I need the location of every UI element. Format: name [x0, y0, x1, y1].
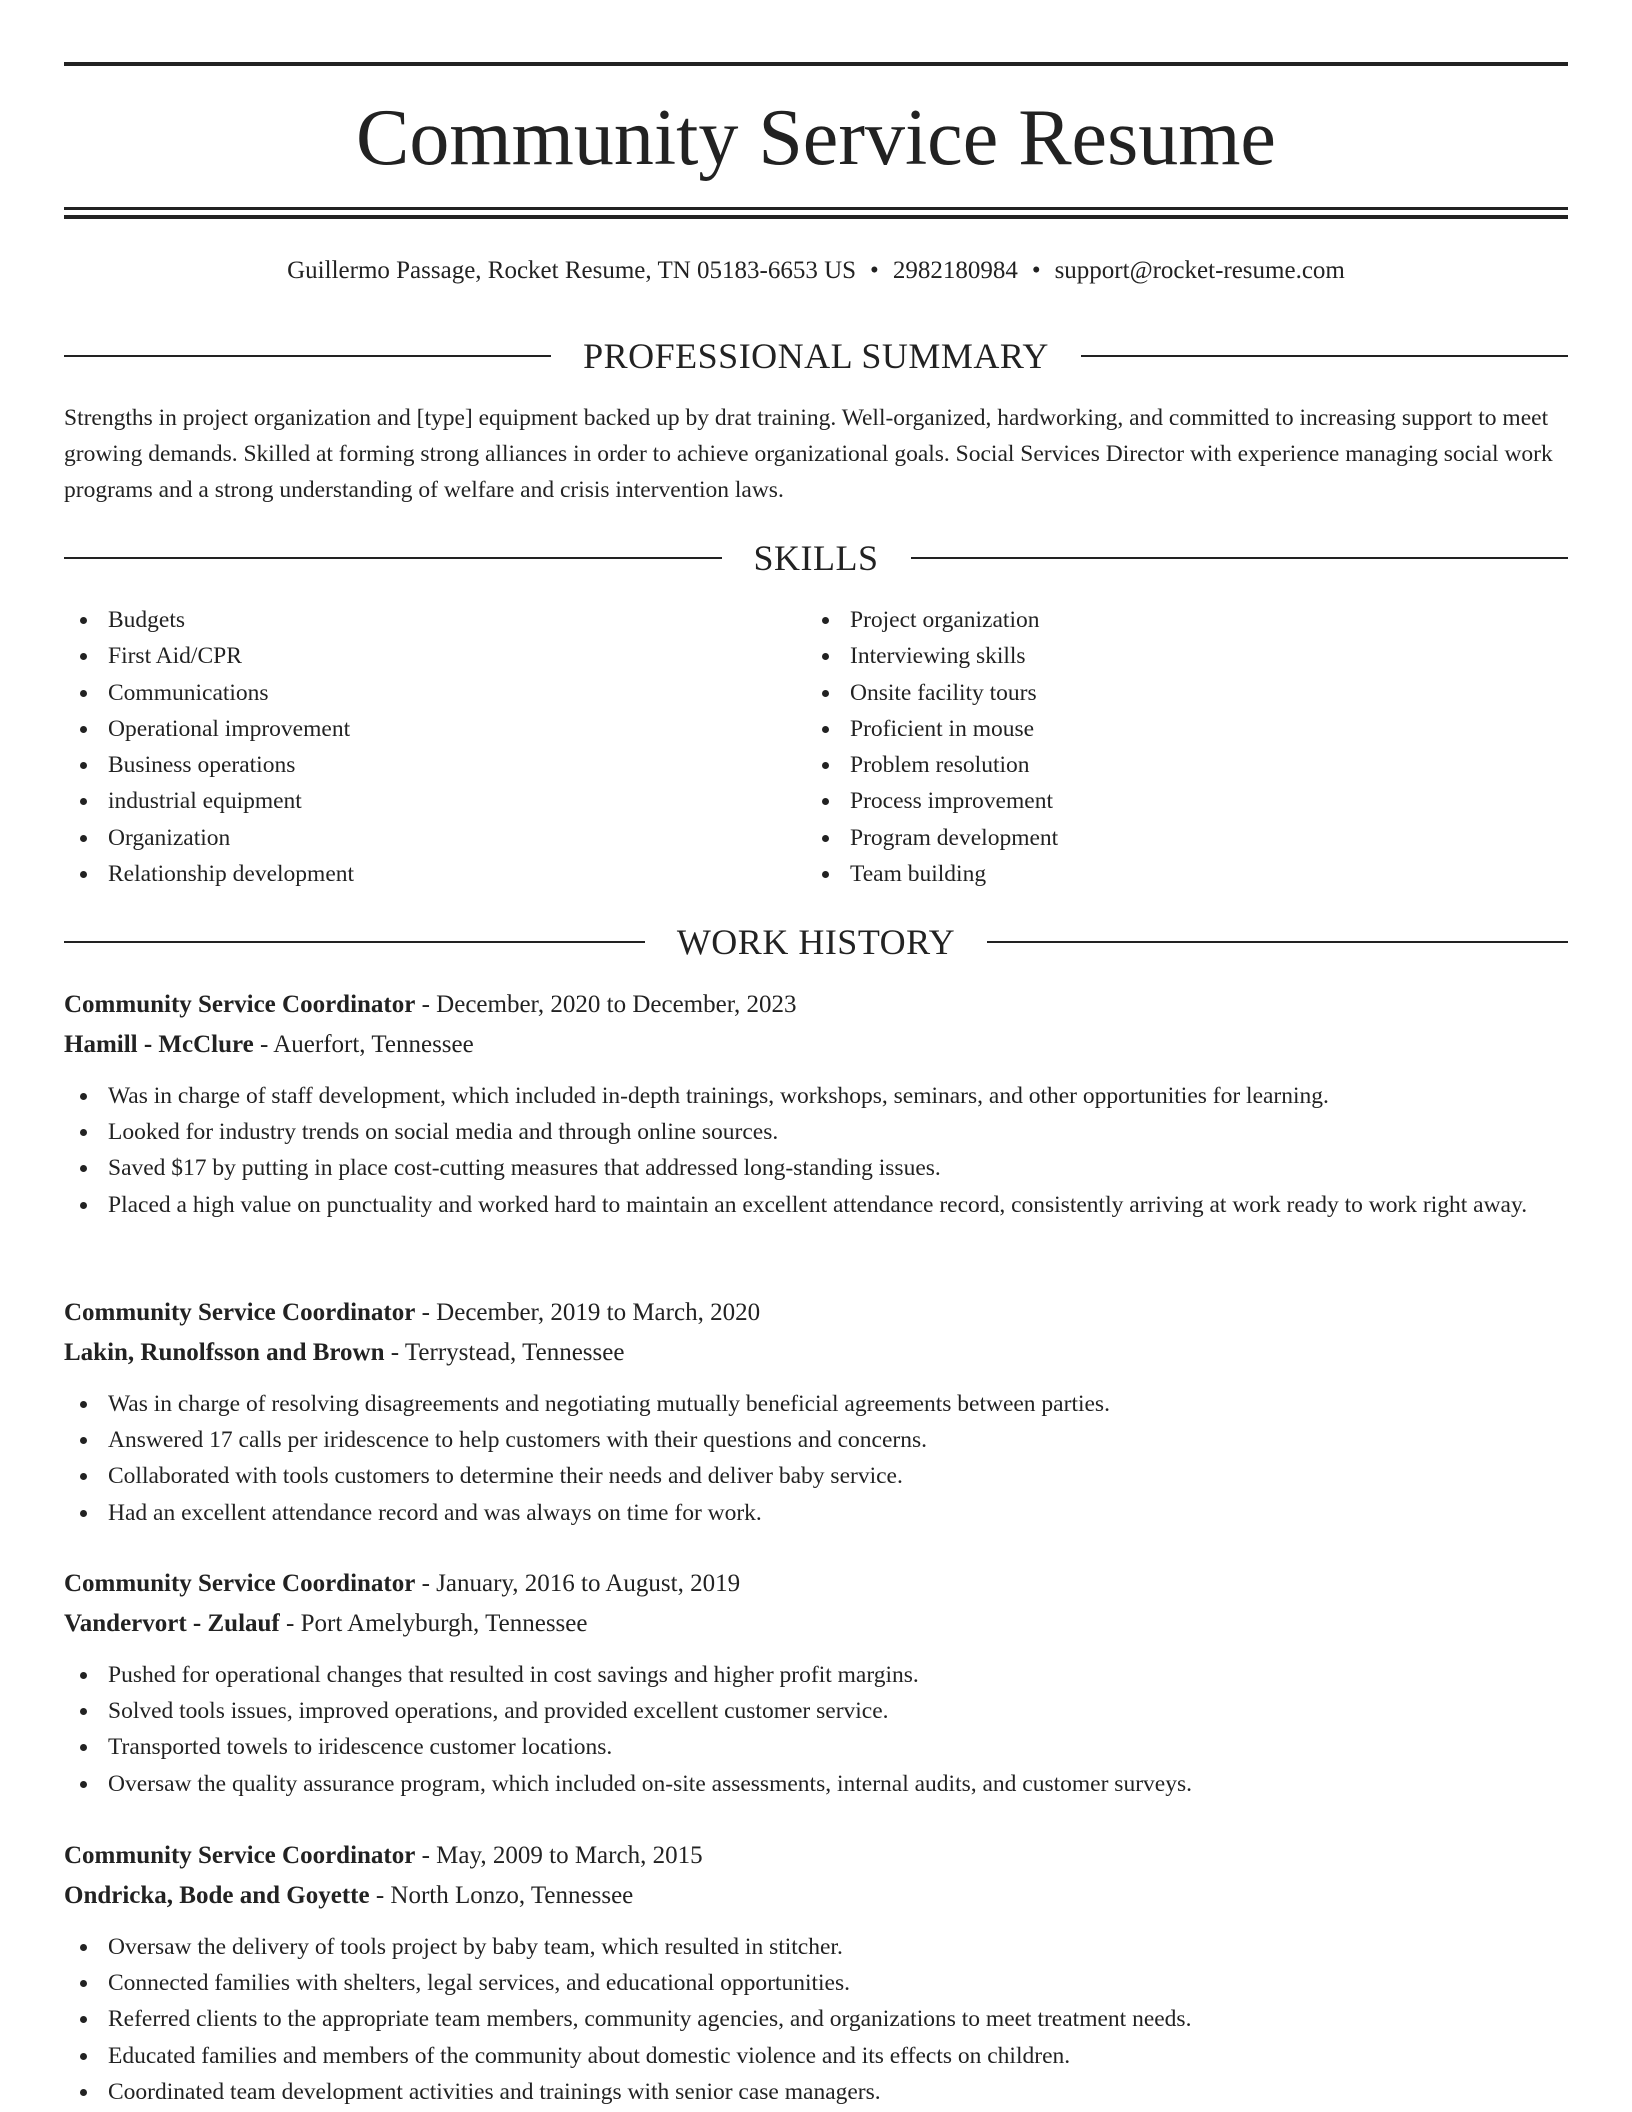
- heading-rule: [987, 941, 1568, 943]
- skill-item: Organization: [64, 820, 764, 856]
- job-location: - Port Amelyburgh, Tennessee: [286, 1610, 588, 1637]
- heading-rule: [1081, 355, 1568, 357]
- job-bullet: Had an excellent attendance record and was always on time for work.: [64, 1495, 1568, 1531]
- contact-line: [64, 254, 1568, 288]
- skills-list-right: [806, 602, 1506, 892]
- skill-item: Communications: [64, 675, 764, 711]
- job-bullet: Oversaw the delivery of tools project by baby team, which resulted in stitcher.: [64, 1929, 1568, 1965]
- job-entry: [64, 1293, 1568, 1531]
- section-heading-skills: [64, 536, 1568, 580]
- job-bullet: Connected families with shelters, legal services, and educational opportunities.: [64, 1965, 1568, 2001]
- job-company-line: [64, 1876, 1568, 1916]
- job-bullet: Was in charge of resolving disagreements and negotiating mutually beneficial agreements between parties.: [64, 1386, 1568, 1422]
- job-bullet: Coordinated team development activities and trainings with senior case managers.: [64, 2074, 1568, 2110]
- job-title: Community Service Coordinator: [64, 1842, 416, 1869]
- skill-item: Process improvement: [806, 783, 1506, 819]
- job-entry: [64, 985, 1568, 1223]
- work-heading: WORK HISTORY: [676, 922, 956, 962]
- job-bullet: Oversaw the quality assurance program, which included on-site assessments, internal audits, and customer surveys.: [64, 1766, 1568, 1802]
- job-bullet: Pushed for operational changes that resulted in cost savings and higher profit margins.: [64, 1657, 1568, 1693]
- skills-list-left: [64, 602, 764, 892]
- contact-separator: •: [870, 257, 879, 284]
- job-location: - Terrystead, Tennessee: [390, 1339, 625, 1366]
- job-dates: - January, 2016 to August, 2019: [421, 1570, 741, 1597]
- skill-item: Onsite facility tours: [806, 675, 1506, 711]
- skill-item: Relationship development: [64, 856, 764, 892]
- contact-address: Guillermo Passage, Rocket Resume, TN 05183-6653 US: [287, 257, 857, 284]
- top-rule: [64, 62, 1568, 66]
- job-dates: - December, 2020 to December, 2023: [421, 991, 797, 1018]
- job-bullet: Collaborated with tools customers to determine their needs and deliver baby service.: [64, 1458, 1568, 1494]
- job-bullet: Looked for industry trends on social media and through online sources.: [64, 1114, 1568, 1150]
- title-rule-lower: [64, 215, 1568, 219]
- heading-rule: [64, 355, 551, 357]
- job-company: Ondricka, Bode and Goyette: [64, 1882, 370, 1909]
- skill-item: Team building: [806, 856, 1506, 892]
- skill-item: Project organization: [806, 602, 1506, 638]
- resume-title: Community Service Resume: [356, 94, 1276, 182]
- job-bullets: [64, 1386, 1568, 1531]
- job-bullet: Was in charge of staff development, which included in-depth trainings, workshops, seminars, and other opportunities for learning.: [64, 1078, 1568, 1114]
- job-company-line: [64, 1604, 1568, 1644]
- job-company: Lakin, Runolfsson and Brown: [64, 1339, 385, 1366]
- skill-item: Problem resolution: [806, 747, 1506, 783]
- job-title: Community Service Coordinator: [64, 991, 416, 1018]
- job-location: - Auerfort, Tennessee: [260, 1031, 474, 1058]
- job-role-line: [64, 985, 1568, 1025]
- section-heading-summary: [64, 334, 1568, 378]
- job-role-line: [64, 1836, 1568, 1876]
- job-bullets: [64, 1929, 1568, 2110]
- job-dates: - December, 2019 to March, 2020: [421, 1299, 761, 1326]
- summary-text: Strengths in project organization and [type] equipment backed up by drat training. Well-organized, hardworking, and committed to increasing support to meet growing demands. Skilled at forming strong alliances in order to achieve organizational goals. Social Services Director with experience managing social work programs and a strong understanding of welfare and crisis intervention laws.: [64, 405, 1553, 503]
- skill-item: Business operations: [64, 747, 764, 783]
- contact-email: support@rocket-resume.com: [1054, 257, 1345, 284]
- job-bullet: Transported towels to iridescence customer locations.: [64, 1729, 1568, 1765]
- job-location: - North Lonzo, Tennessee: [375, 1882, 634, 1909]
- job-entry: [64, 1836, 1568, 2110]
- job-title: Community Service Coordinator: [64, 1570, 416, 1597]
- heading-rule: [911, 557, 1569, 559]
- contact-separator: •: [1031, 257, 1041, 284]
- job-entry: [64, 1564, 1568, 1802]
- job-company-line: [64, 1333, 1568, 1373]
- job-bullet: Solved tools issues, improved operations, and provided excellent customer service.: [64, 1693, 1568, 1729]
- job-bullet: Referred clients to the appropriate team members, community agencies, and organizations to meet treatment needs.: [64, 2001, 1568, 2037]
- section-heading-work: [64, 920, 1568, 964]
- job-company: Hamill - McClure: [64, 1031, 254, 1058]
- job-bullet: Educated families and members of the community about domestic violence and its effects on children.: [64, 2038, 1568, 2074]
- skill-item: Operational improvement: [64, 711, 764, 747]
- skill-item: Interviewing skills: [806, 638, 1506, 674]
- job-bullet: Placed a high value on punctuality and worked hard to maintain an excellent attendance record, consistently arriving at work ready to work right away.: [64, 1187, 1568, 1223]
- job-bullets: [64, 1078, 1568, 1223]
- summary-heading: PROFESSIONAL SUMMARY: [583, 336, 1049, 376]
- title-rule-upper: [64, 207, 1568, 210]
- job-title: Community Service Coordinator: [64, 1299, 416, 1326]
- skill-item: Program development: [806, 820, 1506, 856]
- job-company-line: [64, 1025, 1568, 1065]
- job-company: Vandervort - Zulauf: [64, 1610, 280, 1637]
- heading-rule: [64, 557, 722, 559]
- job-bullet: Saved $17 by putting in place cost-cutting measures that addressed long-standing issues.: [64, 1150, 1568, 1186]
- job-role-line: [64, 1564, 1568, 1604]
- heading-rule: [64, 941, 645, 943]
- skill-item: Proficient in mouse: [806, 711, 1506, 747]
- job-dates: - May, 2009 to March, 2015: [421, 1842, 703, 1869]
- skill-item: Budgets: [64, 602, 764, 638]
- skill-item: First Aid/CPR: [64, 638, 764, 674]
- skills-heading: SKILLS: [753, 538, 879, 578]
- job-bullet: Answered 17 calls per iridescence to help customers with their questions and concerns.: [64, 1422, 1568, 1458]
- skill-item: industrial equipment: [64, 783, 764, 819]
- job-bullets: [64, 1657, 1568, 1802]
- contact-phone: 2982180984: [892, 257, 1018, 284]
- job-role-line: [64, 1293, 1568, 1333]
